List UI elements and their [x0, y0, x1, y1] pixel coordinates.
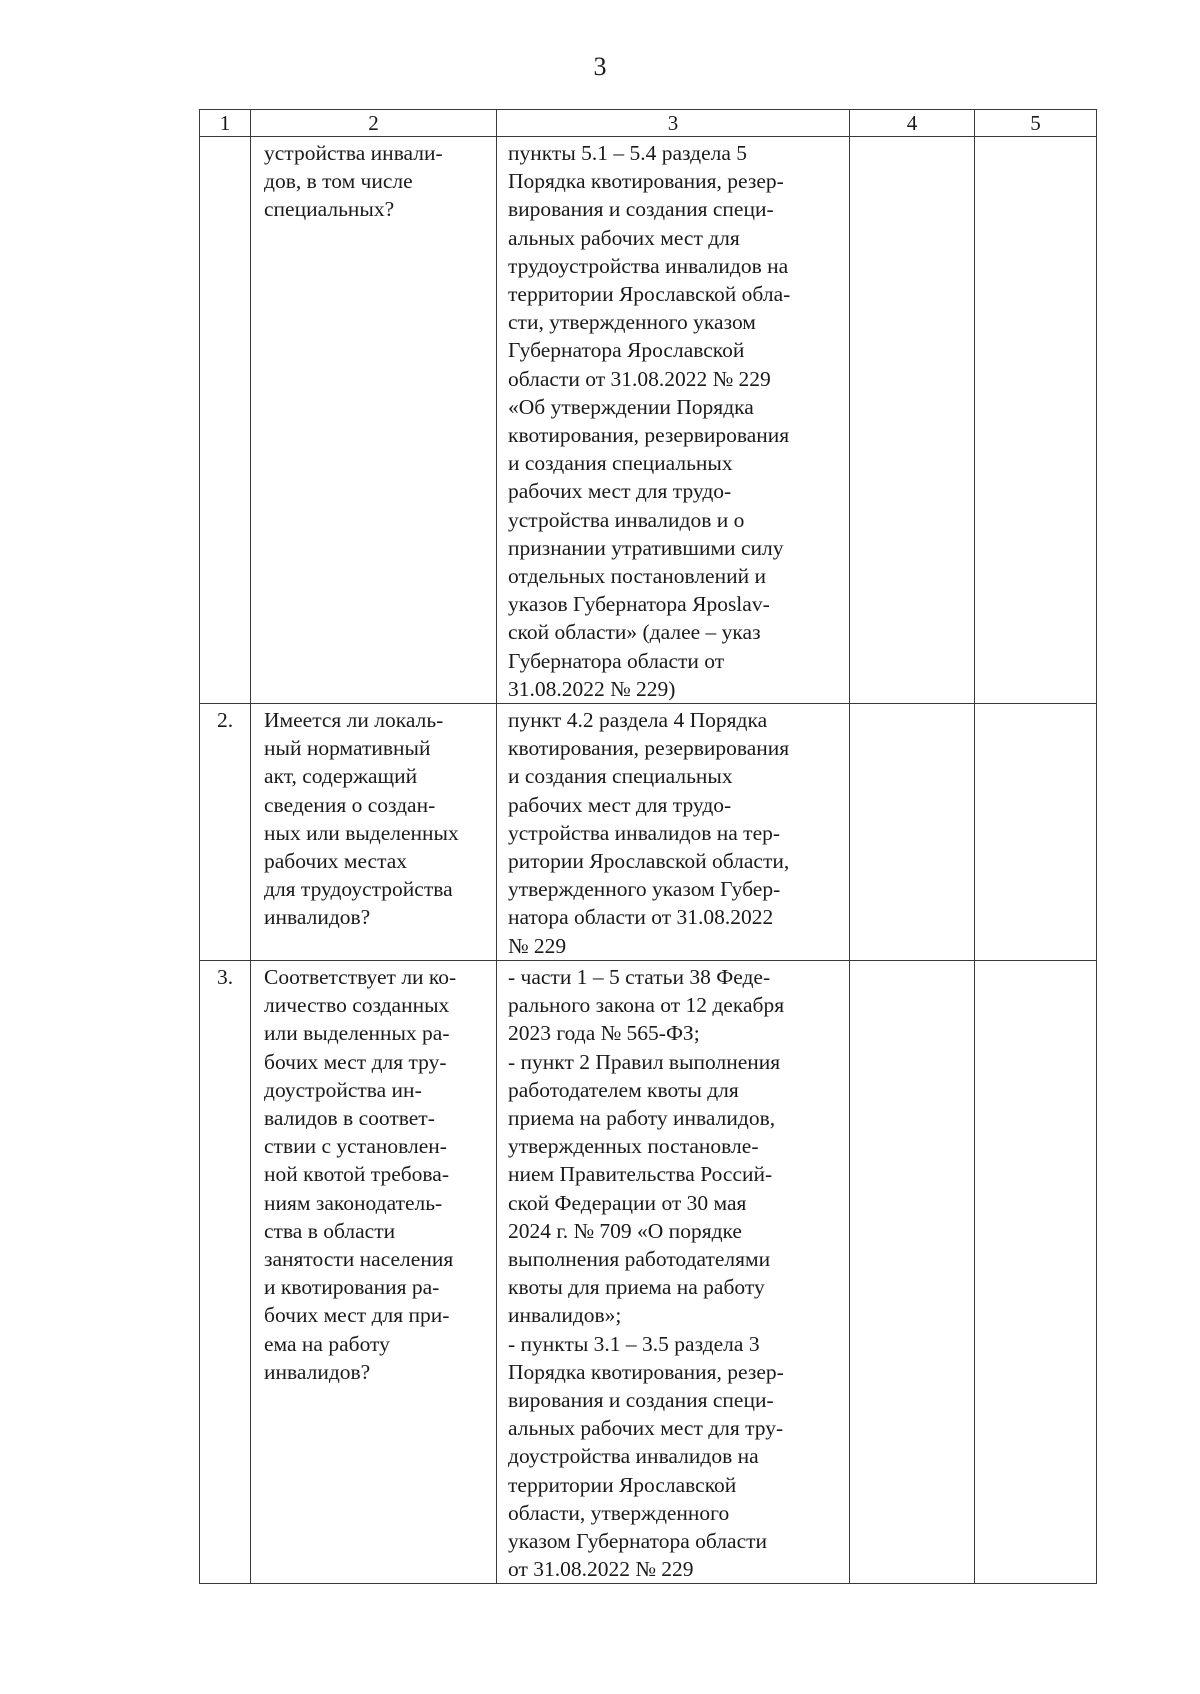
note-cell	[975, 137, 1097, 704]
table-row	[200, 137, 1097, 704]
header-row	[200, 110, 1097, 137]
header-col-5: 5	[975, 110, 1097, 137]
checklist-table	[199, 109, 1097, 1584]
row-number: 3.	[216, 964, 234, 989]
answer-cell	[850, 704, 975, 961]
reference-cell	[497, 704, 850, 961]
page-number: 3	[593, 52, 607, 81]
question-text: Имеется ли локаль- ный нормативный акт, содержащий сведения о создан- ных или выделенных рабочих местах для трудоустройства инвалидов?	[264, 708, 459, 930]
table-row	[200, 704, 1097, 961]
answer-cell	[850, 960, 975, 1583]
row-number	[200, 137, 250, 139]
row-number: 2.	[216, 708, 234, 733]
question-cell	[251, 704, 497, 961]
reference-cell	[497, 960, 850, 1583]
question-cell	[251, 960, 497, 1583]
row-number-cell	[200, 137, 251, 704]
note-cell	[975, 960, 1097, 1583]
header-col-2: 2	[251, 110, 497, 137]
header-col-4: 4	[850, 110, 975, 137]
note-cell	[975, 704, 1097, 961]
reference-text: пункт 4.2 раздела 4 Порядка квотирования, резервирования и создания специальных рабочих мест для трудо- устройства инвалидов на тер- ритории Ярославской области, утвержденного указом Губер- натора области от 31.08.2022 № 229	[508, 708, 790, 958]
table-row	[200, 960, 1097, 1583]
answer-cell	[850, 137, 975, 704]
row-number-cell	[200, 960, 251, 1583]
header-col-1: 1	[200, 110, 251, 137]
reference-text: - части 1 – 5 статьи 38 Феде- рального закона от 12 декабря 2023 года № 565-ФЗ; - пункт 2 Правил выполнения работодателем квоты для приема на работу инвалидов, утвержденных постановле- нием Правительства Россий- ской Федерации от 30 мая 2024 г. № 709 «О порядке выполнения работодателями квоты для приема на работу инвалидов»; - пункты 3.1 – 3.5 раздела 3 Порядка квотирования, резер- вирования и создания специ- альных рабочих мест для тру- доустройства инвалидов на территории Ярославской области, утвержденного указом Губернатора области от 31.08.2022 № 229	[508, 964, 785, 1582]
reference-text: пункты 5.1 – 5.4 раздела 5 Порядка квотирования, резер- вирования и создания специ- альных рабочих мест для трудоустройства инвалидов на территории Ярославской обла- сти, утвержденного указом Губернатора Ярославской области от 31.08.2022 № 229 «Об утверждении Порядка квотирования, резервирования и создания специальных рабочих мест для трудо- устройства инвалидов и о признании утратившими силу отдельных постановлений и указов Губернатора Яроslav- ской области» (далее – указ Губернатора области от 31.08.2022 № 229)	[508, 141, 791, 701]
row-number-cell	[200, 704, 251, 961]
header-col-3: 3	[497, 110, 850, 137]
question-text: Соответствует ли ко- личество созданных или выделенных ра- бочих мест для тру- доустройства ин- валидов в соответ- ствии с установлен- ной квотой требова- ниям законодатель- ства в области занятости населения и квотирования ра- бочих мест для при- ема на работу инвалидов?	[264, 964, 457, 1384]
reference-cell	[497, 137, 850, 704]
question-text: устройства инвали- дов, в том числе специальных?	[264, 141, 443, 222]
question-cell	[251, 137, 497, 704]
